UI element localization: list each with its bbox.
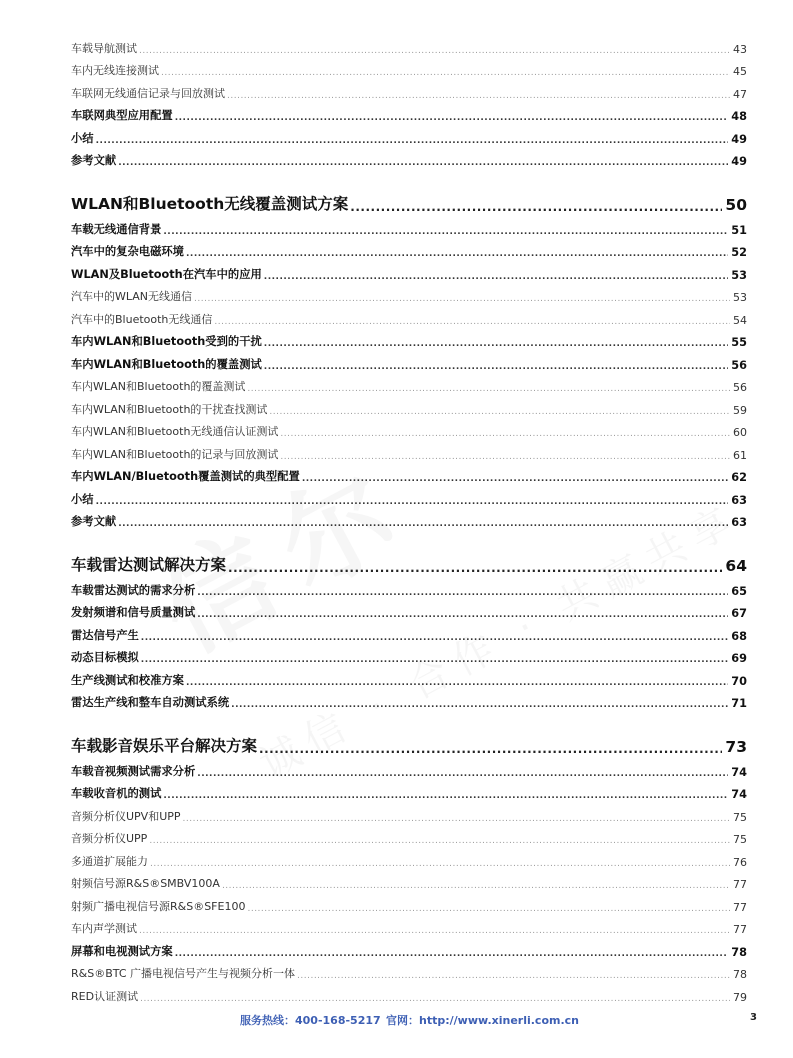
page-number: 3 [750,1012,757,1023]
footer-website-link[interactable]: 官网：http://www.xinerli.com.cn [386,1014,579,1027]
toc-dot-leader [297,967,730,981]
toc-entry-page-number: 48 [731,110,747,123]
toc-entry-page-number: 53 [733,291,747,304]
toc-entry-page-number: 75 [733,810,747,824]
toc-section-entry[interactable] [71,756,747,779]
toc-section-entry[interactable] [71,575,747,598]
toc-subsection-entry[interactable] [71,282,747,305]
toc-entry-title: 屏幕和电视测试方案 [71,944,173,958]
toc-top-spacer [71,0,747,33]
toc-entry-title: WLAN和Bluetooth无线覆盖测试方案 [71,195,349,213]
toc-section-entry[interactable] [71,214,747,237]
toc-entry-title: 车内WLAN和Bluetooth受到的干扰 [71,335,262,348]
toc-subsection-entry[interactable] [71,417,747,440]
toc-entry-page-number: 54 [733,313,747,327]
toc-section-entry[interactable] [71,779,747,802]
toc-section-entry[interactable] [71,484,747,507]
toc-entry-title: 车联网典型应用配置 [71,109,173,122]
toc-entry-page-number: 64 [725,557,747,575]
toc-entry-title: 车内WLAN和Bluetooth的记录与回放测试 [71,447,279,461]
toc-dot-leader [163,223,728,237]
toc-dot-leader [222,877,730,891]
toc-entry-title: 汽车中的Bluetooth无线通信 [71,312,213,326]
toc-entry-page-number: 63 [731,516,747,529]
toc-entry-page-number: 74 [731,765,747,779]
toc-subsection-entry[interactable] [71,981,747,1004]
toc-entry-title: 小结 [71,492,94,506]
toc-entry-page-number: 78 [733,968,747,981]
toc-dot-leader [197,606,728,620]
toc-entry-page-number: 75 [733,833,747,846]
toc-dot-leader [118,515,728,529]
toc-entry-title: 车内WLAN和Bluetooth的覆盖测试 [71,380,246,393]
toc-dot-leader [141,629,728,643]
toc-chapter-entry[interactable] [71,542,747,575]
toc-entry-page-number: 73 [725,738,747,756]
toc-subsection-entry[interactable] [71,846,747,869]
toc-subsection-entry[interactable] [71,372,747,395]
toc-dot-leader [197,584,728,598]
toc-dot-leader [227,87,730,101]
toc-entry-title: 小结 [71,131,94,145]
toc-entry-page-number: 77 [733,923,747,936]
toc-entry-title: 生产线测试和校准方案 [71,673,184,687]
table-of-contents [71,0,747,1004]
toc-entry-page-number: 69 [731,652,747,665]
toc-entry-title: 车载雷达测试的需求分析 [71,583,196,597]
toc-subsection-entry[interactable] [71,914,747,937]
toc-subsection-entry[interactable] [71,959,747,982]
toc-chapter-entry[interactable] [71,181,747,214]
toc-subsection-entry[interactable] [71,891,747,914]
toc-entry-page-number: 62 [731,471,747,484]
toc-entry-page-number: 63 [731,493,747,507]
toc-entry-page-number: 56 [733,381,747,394]
chapter-gap [71,710,747,723]
toc-dot-leader [141,651,728,665]
toc-section-entry[interactable] [71,237,747,260]
toc-subsection-entry[interactable] [71,304,747,327]
toc-subsection-entry[interactable] [71,869,747,892]
toc-entry-title: 汽车中的WLAN无线通信 [71,290,193,303]
toc-dot-leader [96,493,729,507]
toc-section-entry[interactable] [71,462,747,485]
toc-subsection-entry[interactable] [71,439,747,462]
toc-section-entry[interactable] [71,936,747,959]
toc-entry-title: 车内WLAN和Bluetooth的干扰查找测试 [71,402,268,416]
toc-entry-title: 车载导航测试 [71,41,137,55]
toc-entry-title: 车载影音娱乐平台解决方案 [71,737,258,755]
toc-entry-page-number: 71 [731,697,747,710]
toc-entry-title: 参考文献 [71,154,117,167]
toc-entry-page-number: 51 [731,223,747,237]
toc-entry-page-number: 79 [733,990,747,1004]
toc-entry-title: 动态目标模拟 [71,651,139,664]
toc-entry-title: 车载无线通信背景 [71,222,162,236]
toc-entry-page-number: 74 [731,788,747,801]
toc-dot-leader [186,245,728,259]
toc-entry-page-number: 47 [733,87,747,101]
toc-section-entry[interactable] [71,620,747,643]
toc-entry-page-number: 56 [731,358,747,372]
toc-dot-leader [150,855,730,869]
toc-entry-title: 车内WLAN/Bluetooth覆盖测试的典型配置 [71,470,300,483]
toc-dot-leader [280,425,730,439]
toc-entry-page-number: 49 [731,132,747,146]
toc-entry-page-number: 61 [733,448,747,462]
toc-entry-page-number: 77 [733,900,747,914]
toc-entry-title: 多通道扩展能力 [71,854,148,868]
toc-dot-leader [247,900,730,914]
toc-section-entry[interactable] [71,349,747,372]
toc-entry-title: 车内WLAN和Bluetooth无线通信认证测试 [71,425,279,438]
toc-dot-leader [175,945,729,959]
toc-section-entry[interactable] [71,598,747,621]
toc-entry-title: 车内无线连接测试 [71,64,159,77]
toc-entry-page-number: 43 [733,42,747,56]
toc-entry-page-number: 60 [733,426,747,439]
toc-chapter-entry[interactable] [71,723,747,756]
toc-dot-leader [264,268,728,282]
toc-entry-page-number: 52 [731,246,747,259]
toc-entry-page-number: 50 [725,196,747,214]
toc-entry-title: 音频分析仪UPV和UPP [71,809,181,823]
toc-section-entry[interactable] [71,665,747,688]
toc-entry-page-number: 65 [731,584,747,598]
toc-dot-leader [350,196,722,214]
toc-section-entry[interactable] [71,688,747,711]
toc-entry-title: 射频信号源R&S®SMBV100A [71,877,220,890]
toc-entry-title: 射频广播电视信号源R&S®SFE100 [71,899,246,913]
toc-dot-leader [140,990,730,1004]
toc-entry-title: 汽车中的复杂电磁环境 [71,245,184,258]
toc-dot-leader [247,380,730,394]
toc-entry-page-number: 55 [731,336,747,349]
toc-entry-page-number: 53 [731,268,747,282]
toc-dot-leader [269,403,730,417]
toc-section-entry[interactable] [71,146,747,169]
toc-subsection-entry[interactable] [71,33,747,56]
toc-entry-title: R&S®BTC 广播电视信号产生与视频分析一体 [71,967,296,980]
toc-entry-page-number: 76 [733,855,747,869]
toc-subsection-entry[interactable] [71,56,747,79]
footer-hotline: 服务热线：400-168-5217 [240,1014,381,1027]
toc-entry-page-number: 67 [731,607,747,620]
toc-entry-page-number: 59 [733,403,747,417]
chapter-gap [71,529,747,542]
toc-entry-page-number: 45 [733,65,747,78]
toc-dot-leader [264,358,728,372]
toc-entry-title: 雷达生产线和整车自动测试系统 [71,696,230,709]
toc-dot-leader [264,335,728,349]
toc-section-entry[interactable] [71,643,747,666]
toc-entry-title: 车内声学测试 [71,922,137,935]
toc-entry-title: 车联网无线通信记录与回放测试 [71,86,225,100]
toc-dot-leader [186,674,728,688]
toc-entry-page-number: 78 [731,945,747,959]
toc-dot-leader [194,290,730,304]
toc-entry-page-number: 70 [731,674,747,688]
toc-entry-title: RED认证测试 [71,989,139,1003]
toc-subsection-entry[interactable] [71,824,747,847]
toc-subsection-entry[interactable] [71,801,747,824]
toc-entry-title: 车载音视频测试需求分析 [71,764,196,778]
toc-section-entry[interactable] [71,507,747,530]
toc-dot-leader [259,738,722,756]
toc-dot-leader [139,42,730,56]
toc-dot-leader [228,557,722,575]
toc-entry-title: WLAN及Bluetooth在汽车中的应用 [71,267,262,281]
toc-dot-leader [214,313,730,327]
toc-section-entry[interactable] [71,259,747,282]
toc-subsection-entry[interactable] [71,394,747,417]
toc-dot-leader [149,832,730,846]
toc-entry-title: 车载雷达测试解决方案 [71,556,227,574]
toc-dot-leader [139,922,730,936]
toc-dot-leader [197,765,728,779]
toc-dot-leader [280,448,730,462]
toc-entry-title: 车内WLAN和Bluetooth的覆盖测试 [71,357,262,371]
toc-entry-page-number: 68 [731,629,747,643]
toc-dot-leader [163,787,728,801]
toc-entry-page-number: 49 [731,155,747,168]
toc-entry-title: 车载收音机的测试 [71,787,162,800]
toc-entry-title: 参考文献 [71,515,117,528]
toc-entry-title: 雷达信号产生 [71,628,139,642]
toc-dot-leader [118,154,728,168]
toc-section-entry[interactable] [71,327,747,350]
toc-dot-leader [302,470,728,484]
toc-dot-leader [96,132,729,146]
toc-dot-leader [161,64,730,78]
toc-entry-title: 音频分析仪UPP [71,832,148,845]
toc-section-entry[interactable] [71,123,747,146]
toc-entry-page-number: 77 [733,878,747,891]
toc-dot-leader [231,696,728,710]
toc-subsection-entry[interactable] [71,78,747,101]
toc-section-entry[interactable] [71,101,747,124]
toc-dot-leader [175,109,729,123]
chapter-gap [71,168,747,181]
toc-entry-title: 发射频谱和信号质量测试 [71,606,196,619]
toc-dot-leader [183,810,730,824]
